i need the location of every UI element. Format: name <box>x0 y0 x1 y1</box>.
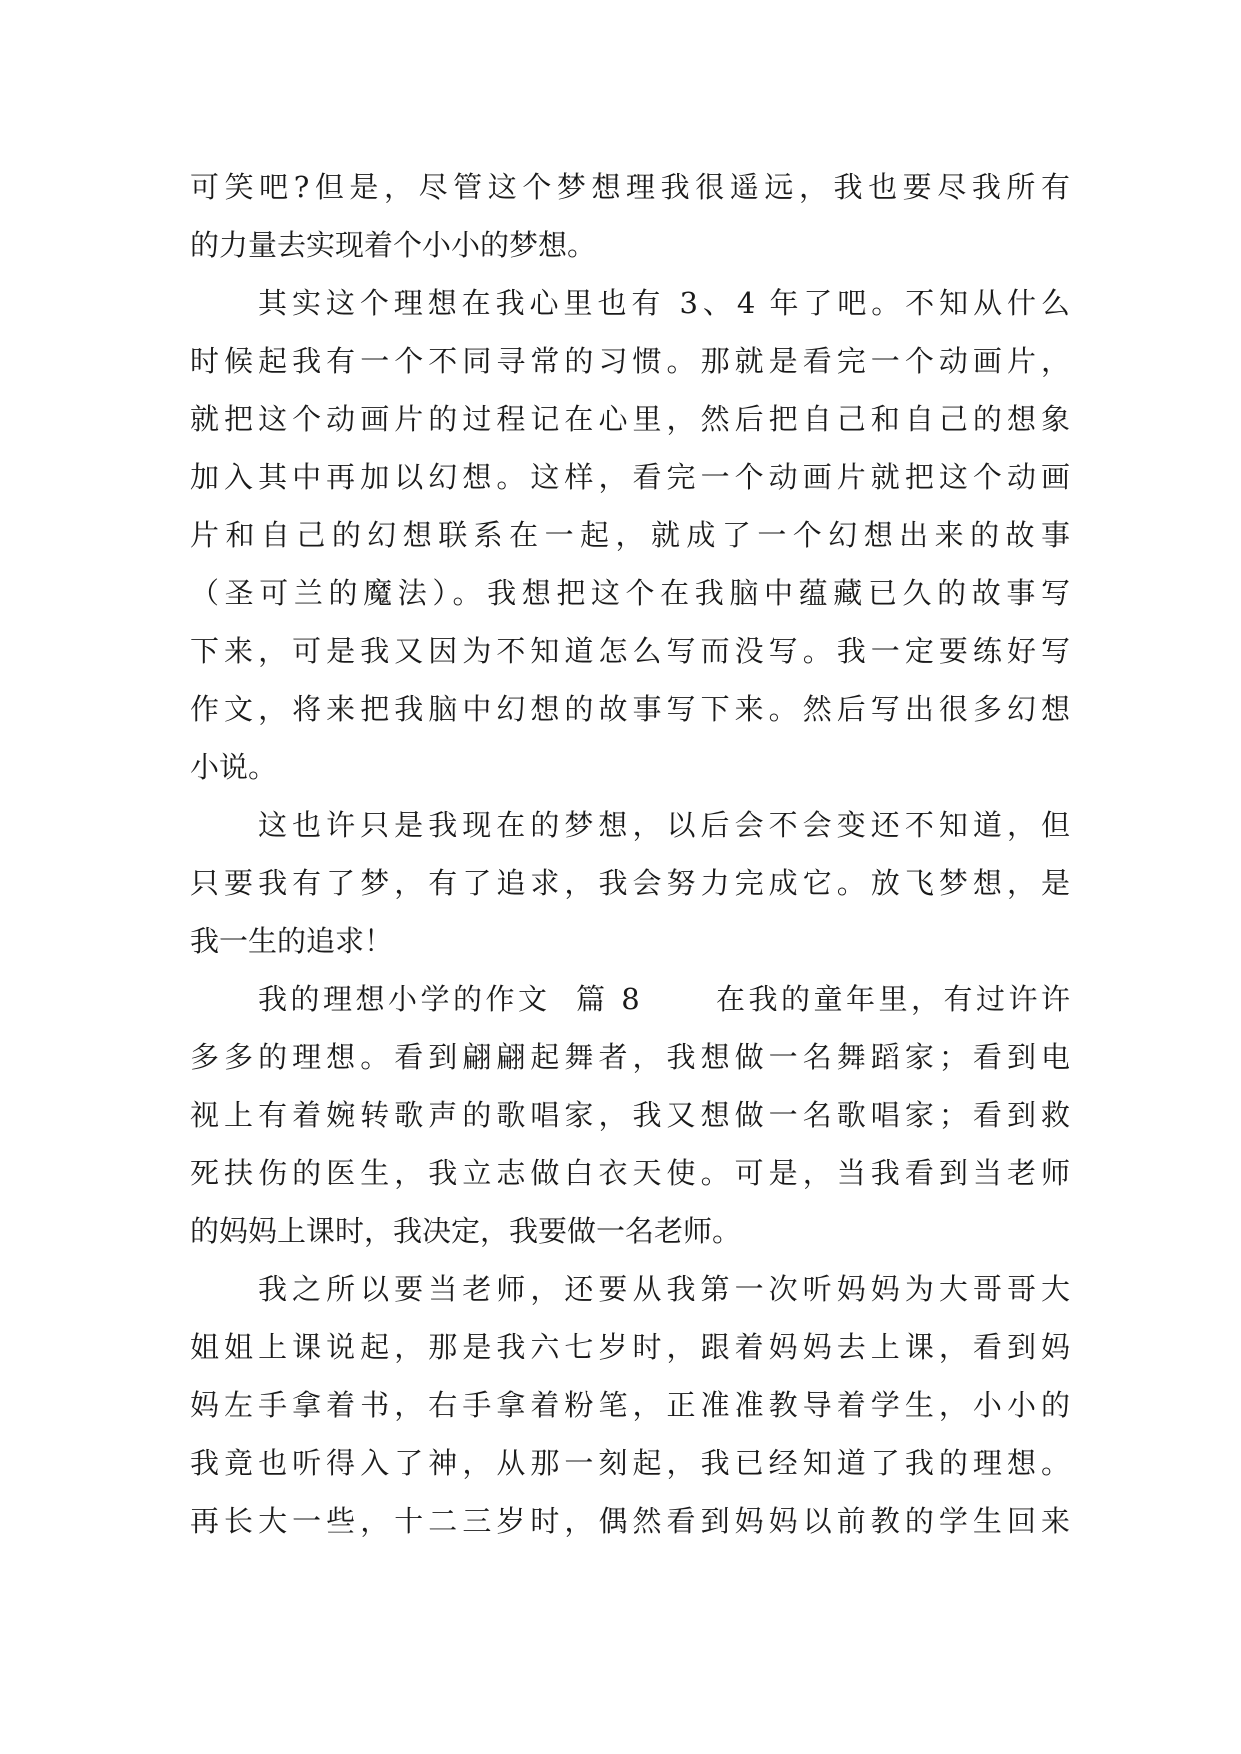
text-line: 我一生的追求！ <box>190 924 394 958</box>
text-line: 可笑吧?但是，尽管这个梦想理我很遥远，我也要尽我所有 <box>190 170 1070 204</box>
text-line: 这也许只是我现在的梦想，以后会不会变还不知道，但 <box>258 808 1070 842</box>
text-line: 我竟也听得入了神，从那一刻起，我已经知道了我的理想。 <box>190 1446 1070 1480</box>
text-line: 下来，可是我又因为不知道怎么写而没写。我一定要练好写 <box>190 634 1070 668</box>
text-line: 姐姐上课说起，那是我六七岁时，跟着妈妈去上课，看到妈 <box>190 1330 1070 1364</box>
text-line: 我的理想小学的作文 篇 8 在我的童年里，有过许许 <box>258 982 1070 1016</box>
text-line: 妈左手拿着书，右手拿着粉笔，正准准教导着学生，小小的 <box>190 1388 1070 1422</box>
text-line: 作文，将来把我脑中幻想的故事写下来。然后写出很多幻想 <box>190 692 1070 726</box>
text-line: 再长大一些，十二三岁时，偶然看到妈妈以前教的学生回来 <box>190 1504 1070 1538</box>
text-line: 其实这个理想在我心里也有 3、4 年了吧。不知从什么 <box>258 286 1070 320</box>
text-line: 时候起我有一个不同寻常的习惯。那就是看完一个动画片， <box>190 344 1070 378</box>
text-line: 就把这个动画片的过程记在心里，然后把自己和自己的想象 <box>190 402 1070 436</box>
text-line: 只要我有了梦，有了追求，我会努力完成它。放飞梦想，是 <box>190 866 1070 900</box>
text-line: 小说。 <box>190 750 278 784</box>
text-line: 加入其中再加以幻想。这样，看完一个动画片就把这个动画 <box>190 460 1070 494</box>
text-line: 的妈妈上课时，我决定，我要做一名老师。 <box>190 1214 742 1248</box>
text-line: 片和自己的幻想联系在一起，就成了一个幻想出来的故事 <box>190 518 1070 552</box>
text-line: （圣可兰的魔法）。我想把这个在我脑中蕴藏已久的故事写 <box>190 576 1070 610</box>
essay-body <box>190 158 1070 1550</box>
text-line: 视上有着婉转歌声的歌唱家，我又想做一名歌唱家；看到救 <box>190 1098 1070 1132</box>
text-line: 多多的理想。看到翩翩起舞者，我想做一名舞蹈家；看到电 <box>190 1040 1070 1074</box>
text-line: 死扶伤的医生，我立志做白衣天使。可是，当我看到当老师 <box>190 1156 1070 1190</box>
text-line: 的力量去实现着个小小的梦想。 <box>190 228 597 262</box>
text-line: 我之所以要当老师，还要从我第一次听妈妈为大哥哥大 <box>258 1272 1070 1306</box>
